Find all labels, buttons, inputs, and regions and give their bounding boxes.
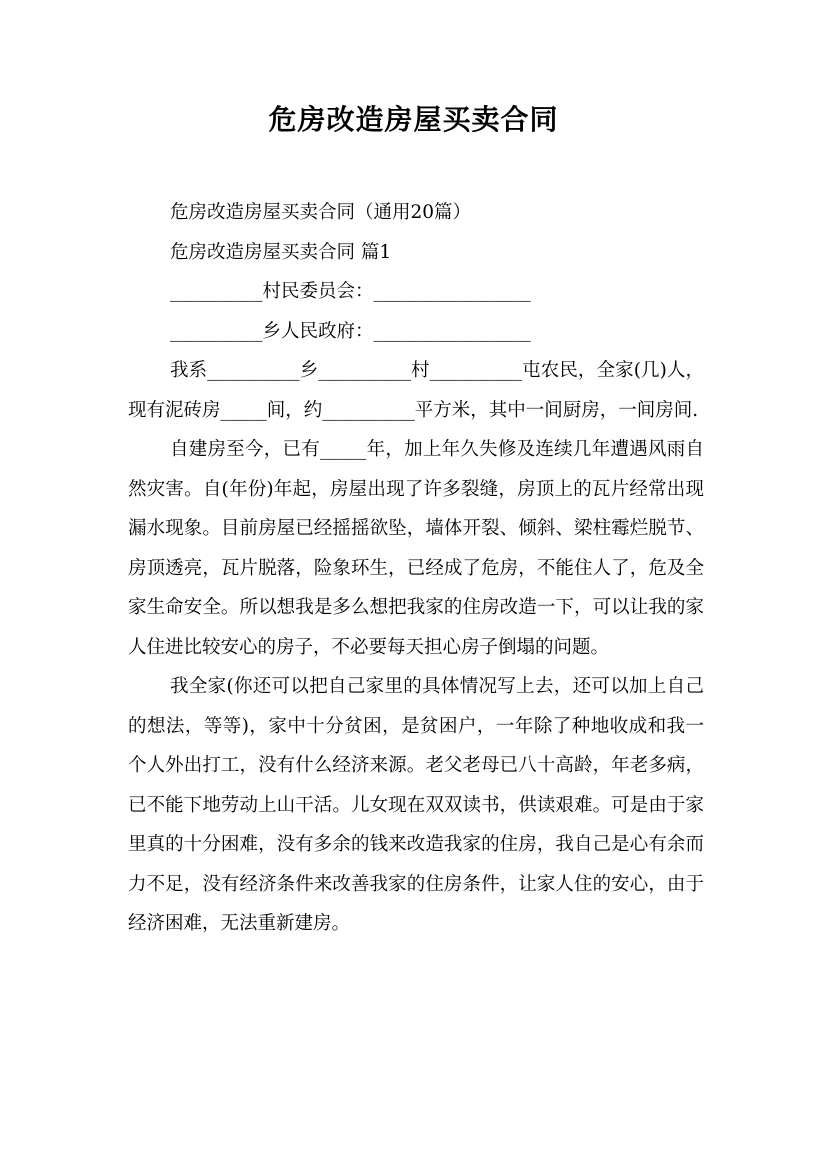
subtitle-line: 危房改造房屋买卖合同（通用20篇） <box>170 202 472 223</box>
paragraph-house-condition: 自建房至今，已有_____年，加上年久失修及连续几年遭遇风雨自然灾害。自(年份)年起，房屋出现了许多裂缝，房顶上的瓦片经常出现漏水现象。目前房屋已经摇摇欲坠，墙体开裂、倾斜、梁柱霉烂脱节、房顶透亮，瓦片脱落，险象环生，已经成了危房，不能住人了，危及全家生命安全。所以想我是多么想把我家的住房改造一下，可以让我的家人住进比较安心的房子，不必要每天担心房子倒塌的问题。 <box>128 439 704 658</box>
addressee-village-committee: __________村民委员会：_________________ <box>170 281 531 302</box>
addressee-township-government: __________乡人民政府：_________________ <box>170 320 531 342</box>
paragraph-family-info: 我系__________乡__________村__________屯农民，全家(几)人，现有泥砖房_____间，约__________平方米，其中一间厨房，一间房间. <box>128 360 704 421</box>
document-title: 危房改造房屋买卖合同 <box>268 103 559 136</box>
document-body <box>128 193 704 944</box>
paragraph-family-hardship: 我全家(你还可以把自己家里的具体情况写上去，还可以加上自己的想法，等等)，家中十分贫困，是贫困户，一年除了种地收成和我一个人外出打工，没有什么经济来源。老父老母已八十高龄，年老多病，已不能下地劳动上山干活。儿女现在双双读书，供读艰难。可是由于家里真的十分困难，没有多余的钱来改造我家的住房，我自己是心有余而力不足，没有经济条件来改善我家的住房条件，让家人住的安心，由于经济困难，无法重新建房。 <box>128 676 704 934</box>
section-heading: 危房改造房屋买卖合同 篇1 <box>170 241 392 263</box>
